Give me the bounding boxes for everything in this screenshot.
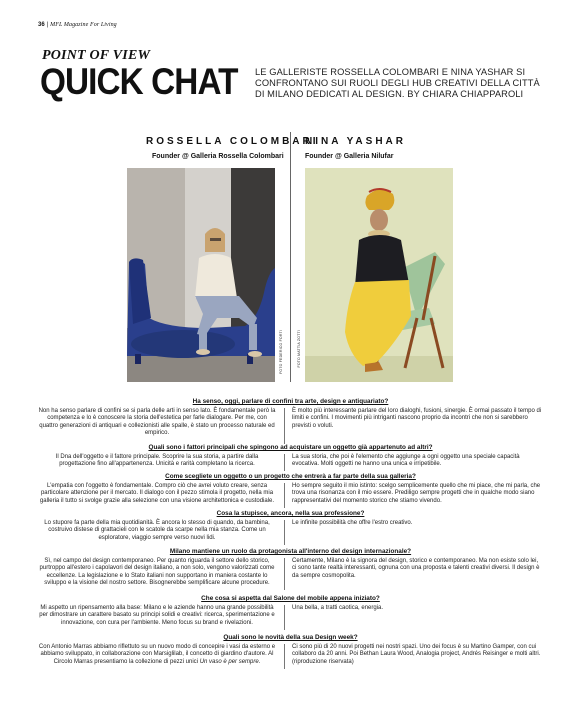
portrait-photo-right (305, 168, 453, 382)
qa-block (38, 634, 543, 669)
question: Quali sono le novità della sua Design week? (223, 634, 358, 641)
qa-block (38, 444, 543, 471)
answer-right: Certamente, Milano è la signora del design, storico e contemporaneo. Ma non esiste solo lei, ci sono tante realtà interessanti, ognuna con una proposta e talenti creativi diversi. Il design è da sempre cosmopolita. (292, 558, 540, 579)
running-head: 36 | MFL Magazine For Living (38, 22, 117, 28)
right-name: NINA YASHAR (305, 136, 406, 147)
question: Che cosa si aspetta dal Salone del mobile appena iniziato? (201, 595, 380, 602)
answer-left: Il Dna dell'oggetto e il fattore principale. Scoprire la sua storia, a partire dalla progettazione fino all'appartenenza. Unicità e rarità completano la ricerca. (55, 454, 259, 468)
answer-right: È molto più interessante parlare del loro dialoghi, fusioni, sinergie. È ormai passato il tempo di limiti e confini. I movimenti più intriganti nascono proprio da incontri che non si sarebbero previsti o voluti. (292, 408, 542, 429)
article-deck: LE GALLERISTE ROSSELLA COLOMBARI E NINA YASHAR SI CONFRONTANO SUI RUOLI DEGLI HUB CREATIVI DELLA CITTÀ DI MILANO DEDICATI AL DESIGN. BY CHIARA CHIAPPAROLI (255, 67, 540, 99)
answer-divider (284, 520, 285, 545)
answer-right: La sua storia, che poi è l'elemento che aggiunge a ogni oggetto una speciale capacità evocativa. Molti oggetti ne hanno una unica e irripetibile. (292, 454, 520, 468)
answer-left: Lo stupore fa parte della mia quotidianità. È ancora lo stesso di quando, da bambina, costruivo distese di grattacieli con le scatole da scarpe nella mia stanza. Come un esploratore, viaggio sempre verso nuovi lidi. (44, 520, 270, 541)
answer-left: Mi aspetto un ripensamento alla base: Milano e le aziende hanno una grande possibilità per dimostrare un carattere basato su principi solidi e creativi: ricerca, sperimentazione e innovazione, con cura per l'ambiente. Meno focus su brand e rivelazioni. (39, 605, 275, 626)
answer-left (38, 644, 276, 666)
portrait-photo-left (127, 168, 275, 382)
answer-divider (284, 558, 285, 590)
question: Cosa la stupisce, ancora, nella sua professione? (216, 510, 365, 517)
question: Come scegliete un oggetto o un progetto che entrerà a far parte della sua galleria? (165, 473, 416, 480)
answer-right: Ho sempre seguito il mio istinto: scelgo semplicemente quello che mi piace, che mi parla, che trova una risonanza con il mio essere. Prediligo sempre progetti che in qualche modo siano rappresentativi del momento storico che stiamo vivendo. (292, 483, 541, 504)
answer-left: Sì, nel campo del design contemporaneo. Per quanto riguarda il settore dello storico, purtroppo all'estero i capolavori del design italiano, a non solo, vengono valorizzati come eccellenze. La legislazione e lo Stato italiani non supportano in maniera costante lo sviluppo e la visione del nostro settore. Bisognerebbe semplificare alcune procedure. (39, 558, 275, 587)
right-role: Founder @ Galleria Nilufar (305, 153, 394, 160)
answer-divider (284, 483, 285, 508)
answer-divider (284, 644, 285, 669)
answer-left: Non ha senso parlare di confini se si parla delle arti in senso lato. È fondamentale però la competenza e lo è conoscere la storia dell'estetica per farle dialogare. Per me, con quattro generazioni di antiquari e collezionisti alle spalle, è stato un processo naturale ed empirico. (38, 408, 276, 437)
photo-credit-right: FOTO MATTIA ZOTTI (297, 330, 301, 368)
kicker: POINT OF VIEW (42, 48, 151, 63)
answer-right: Una bella, a tratti caotica, energia. (292, 605, 384, 611)
qa-block (38, 548, 543, 590)
column-divider (290, 132, 291, 382)
photo-credit-left: FOTO FEDERICO FORTI (279, 330, 283, 374)
page-number: 36 (38, 22, 45, 28)
answer-divider (284, 454, 285, 471)
answer-left: L'empatia con l'oggetto è fondamentale. Compro ciò che avrei voluto creare, senza particolare attenzione per il mercato. Il dialogo con il pezzo stimola il progetto, nella mia galleria il tutto si svolge grazie alla selezione con una visione architettonica e custodiale. (39, 483, 275, 504)
left-role: Founder @ Galleria Rossella Colombari (152, 153, 284, 160)
magazine-name: MFL Magazine For Living (50, 22, 117, 28)
qa-block (38, 473, 543, 508)
question: Ha senso, oggi, parlare di confini tra arte, design e antiquariato? (192, 398, 389, 405)
left-name: ROSSELLA COLOMBARI (146, 136, 319, 147)
qa-block (38, 510, 543, 545)
question: Milano mantiene un ruolo da protagonista all'interno del design internazionale? (169, 548, 412, 555)
answer-right: Le infinite possibilità che offre l'estro creativo. (292, 520, 413, 526)
answer-divider (284, 605, 285, 630)
qa-block (38, 398, 543, 444)
page-title: QUICK CHAT (40, 61, 238, 102)
answer-left-text: Con Antonio Marras abbiamo riflettuto su un nuovo modo di concepire i vasi da esterno e abbiamo sviluppato, in collaborazione con Marsiglilab, il concetto di giardino d'autore. Al Circolo Marras presentiamo la collezione di pezzi unici (38, 644, 276, 665)
answer-divider (284, 408, 285, 444)
question: Quali sono i fattori principali che spingono ad acquistare un oggetto già appartenuto ad altri? (148, 444, 433, 451)
answer-right: Ci sono più di 20 nuovi progetti nei nostri spazi. Uno dei focus è su Martino Gamper, con cui collaboro da 20 anni. Poi Bethan Laura Wood, Analogia project, Andrés Reisinger e molti altri. (riproduzione riservata) (292, 644, 541, 665)
answer-left-emphasis: Un vaso è per sempre. (199, 658, 261, 665)
qa-block (38, 595, 543, 630)
